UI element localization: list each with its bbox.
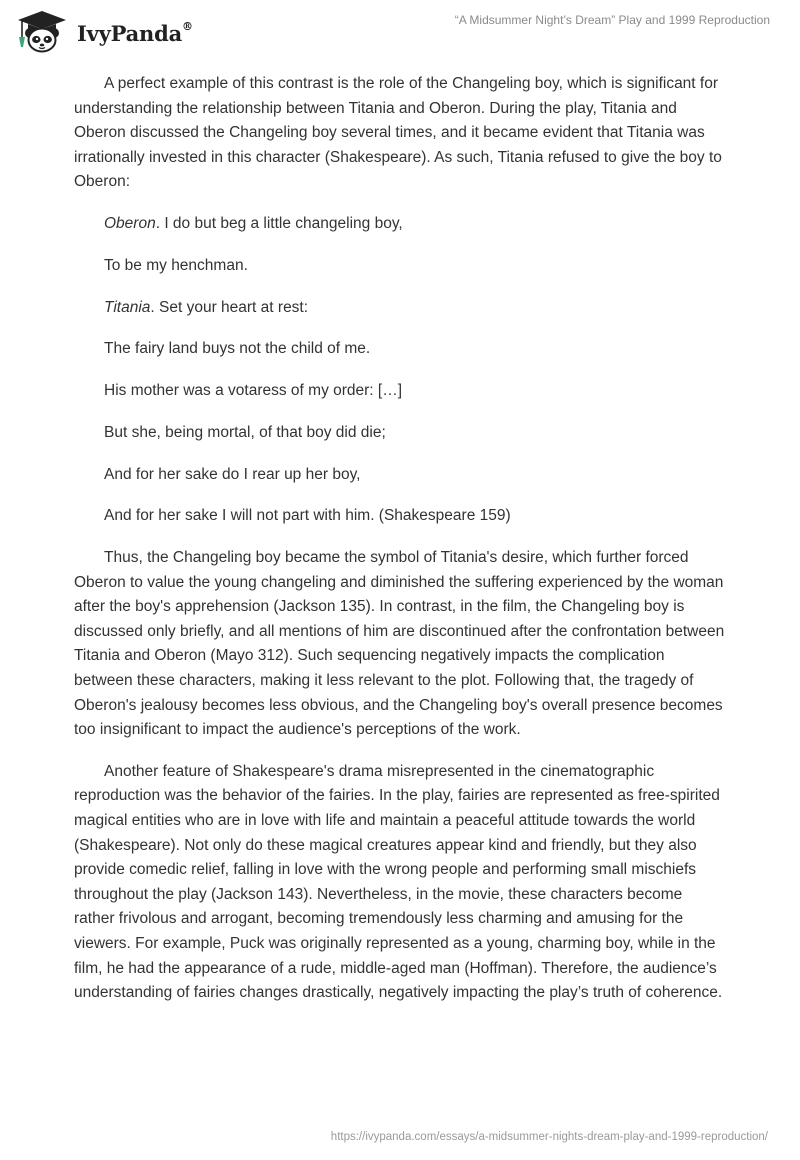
quote-line-7: And for her sake do I rear up her boy, [104, 465, 361, 483]
paragraph-1: A perfect example of this contrast is the role of the Changeling boy, which is significant for understanding the relationship between Titania and Oberon. During the play, Titania and Oberon discussed the Changeling boy several times, and it became evident that Titania was irrationally invested in this character (Shakespeare). As such, Titania refused to give the boy to Oberon: [74, 75, 722, 191]
logo-wordmark: IvyPanda® [77, 19, 193, 46]
ivypanda-logo[interactable] [14, 9, 193, 53]
panda-graduate-icon [14, 9, 70, 53]
essay-body [74, 72, 726, 1006]
quote-line-3: Titania. Set your heart at rest: [104, 298, 309, 316]
quote-line-2: To be my henchman. [104, 256, 248, 274]
page-header [0, 0, 800, 70]
quote-line-6: But she, being mortal, of that boy did die; [104, 423, 386, 441]
quote-line-5: His mother was a votaress of my order: […] [104, 382, 403, 400]
source-url-link[interactable]: https://ivypanda.com/essays/a-midsummer-nights-dream-play-and-1999-reproduction/ [330, 1131, 768, 1143]
document-title: “A Midsummer Night’s Dream” Play and 1999 Reproduction [454, 13, 770, 27]
quote-line-1: Oberon. I do but beg a little changeling boy, [104, 214, 403, 232]
paragraph-2: Thus, the Changeling boy became the symbol of Titania's desire, which further forced Oberon to value the young changeling and diminished the suffering experienced by the woman after the boy's apprehension (Jackson 135). In contrast, in the film, the Changeling boy is discussed only briefly, and all mentions of him are discontinued after the confrontation between Titania and Oberon (Mayo 312). Such sequencing negatively impacts the complication between these characters, making it less relevant to the plot. Following that, the tragedy of Oberon's jealousy becomes less obvious, and the Changeling boy's overall presence becomes too insignificant to impact the audience's perceptions of the work. [74, 549, 725, 739]
quote-line-8: And for her sake I will not part with him. (Shakespeare 159) [104, 507, 511, 525]
speaker-titania: Titania [104, 298, 151, 316]
speaker-oberon: Oberon [104, 214, 156, 232]
quote-line-4: The fairy land buys not the child of me. [104, 340, 371, 358]
paragraph-3: Another feature of Shakespeare's drama misrepresented in the cinematographic reproduction was the behavior of the fairies. In the play, fairies are represented as free-spirited magical entities who are in love with life and maintain a peaceful attitude towards the world (Shakespeare). Not only do these magical creatures appear kind and friendly, but they also provide comedic relief, falling in love with the wrong people and performing small mischiefs throughout the play (Jackson 143). Nevertheless, in the movie, these characters become rather frivolous and arrogant, becoming tremendously less charming and amusing for the viewers. For example, Puck was originally represented as a young, charming boy, while in the film, he had the appearance of a rude, middle-aged man (Hoffman). Therefore, the audience’s understanding of fairies changes drastically, negatively impacting the play’s truth of coherence. [74, 762, 723, 1002]
